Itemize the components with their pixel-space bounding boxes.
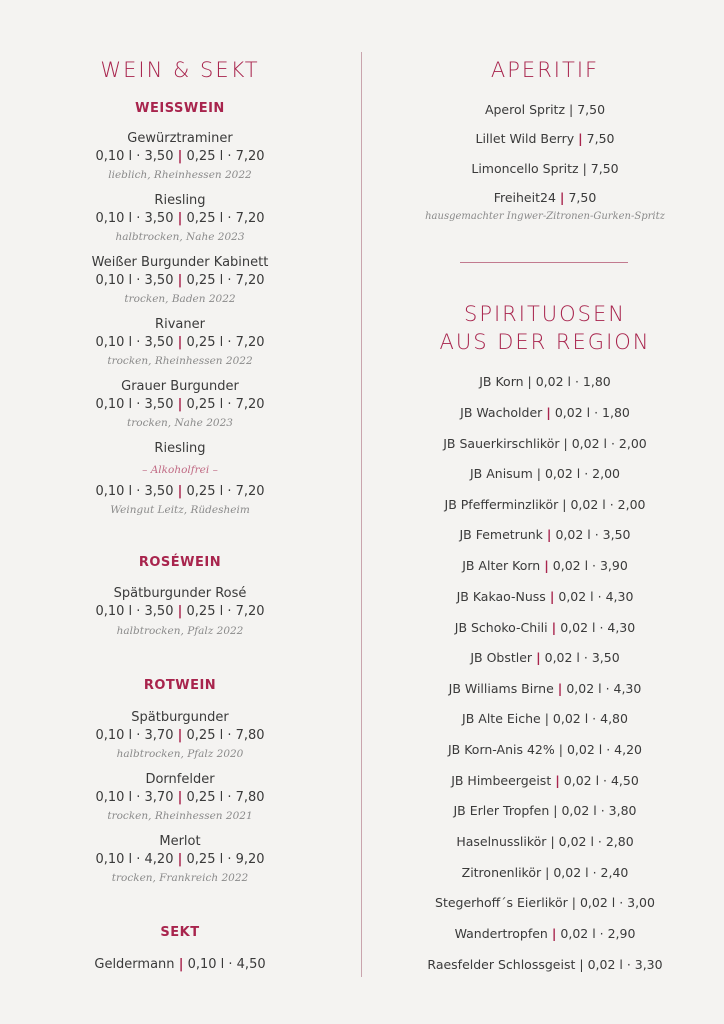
aperitif-title: APERITIF — [490, 58, 600, 82]
wine-note: trocken, Baden 2022 — [124, 293, 236, 305]
wine-price: 0,10 l · 3,50 | 0,25 l · 7,20 — [95, 211, 265, 226]
wine-note: trocken, Rheinhessen 2022 — [107, 355, 253, 367]
spirit-item: JB Schoko-Chili | 0,02 l · 4,30 — [454, 620, 636, 635]
wine-price: 0,10 l · 3,50 | 0,25 l · 7,20 — [95, 273, 265, 288]
wine-note: halbtrocken, Pfalz 2022 — [116, 625, 244, 637]
spirit-item: JB Erler Tropfen | 0,02 l · 3,80 — [453, 803, 637, 818]
wine-price: 0,10 l · 3,70 | 0,25 l · 7,80 — [95, 790, 265, 805]
wine-note: trocken, Frankreich 2022 — [111, 872, 249, 884]
sekt-heading: SEKT — [160, 925, 200, 940]
spirit-item: Zitronenlikör | 0,02 l · 2,40 — [461, 865, 629, 880]
aperitif-item: Lillet Wild Berry | 7,50 — [475, 131, 615, 146]
wine-note: trocken, Nahe 2023 — [127, 417, 233, 429]
wine-name: Rivaner — [155, 317, 205, 332]
wine-price: 0,10 l · 3,70 | 0,25 l · 7,80 — [95, 728, 265, 743]
rosewein-heading: ROSÉWEIN — [138, 555, 222, 570]
sekt-item: Geldermann | 0,10 l · 4,50 — [94, 957, 266, 972]
wine-price: 0,10 l · 3,50 | 0,25 l · 7,20 — [95, 335, 265, 350]
spirit-item: JB Kakao-Nuss | 0,02 l · 4,30 — [456, 589, 634, 604]
wine-name: Merlot — [159, 834, 201, 849]
spirit-item: Raesfelder Schlossgeist | 0,02 l · 3,30 — [427, 957, 663, 972]
spirit-item: Haselnusslikör | 0,02 l · 2,80 — [456, 834, 634, 849]
wine-name: Spätburgunder Rosé — [113, 586, 247, 601]
wine-name: Dornfelder — [145, 772, 215, 787]
wine-note: Weingut Leitz, Rüdesheim — [110, 504, 250, 516]
rotwein-heading: ROTWEIN — [143, 678, 217, 693]
wine-note: trocken, Rheinhessen 2021 — [107, 810, 253, 822]
spirit-item: JB Wacholder | 0,02 l · 1,80 — [460, 405, 630, 420]
wine-price: 0,10 l · 3,50 | 0,25 l · 7,20 — [95, 397, 265, 412]
spirits-title-line2: AUS DER REGION — [439, 330, 651, 354]
wine-note: halbtrocken, Pfalz 2020 — [116, 748, 244, 760]
wine-name: Riesling — [154, 441, 206, 456]
spirit-item: JB Himbeergeist | 0,02 l · 4,50 — [451, 773, 639, 788]
column-divider — [361, 52, 362, 977]
alkoholfrei-tag: – Alkoholfrei – — [142, 464, 218, 476]
spirit-item: JB Sauerkirschlikör | 0,02 l · 2,00 — [443, 436, 647, 451]
spirit-item: Wandertropfen | 0,02 l · 2,90 — [454, 926, 636, 941]
wine-price: 0,10 l · 3,50 | 0,25 l · 7,20 — [95, 604, 265, 619]
spirit-item: Stegerhoff´s Eierlikör | 0,02 l · 3,00 — [435, 895, 655, 910]
spirit-item: JB Korn-Anis 42% | 0,02 l · 4,20 — [448, 742, 642, 757]
wine-price: 0,10 l · 3,50 | 0,25 l · 7,20 — [95, 484, 265, 499]
spirits-title-line1: SPIRITUOSEN — [463, 302, 626, 326]
wine-name: Weißer Burgunder Kabinett — [91, 255, 269, 270]
aperitif-note: hausgemachter Ingwer-Zitronen-Gurken-Spritz — [425, 211, 665, 222]
section-divider — [460, 262, 628, 263]
wine-name: Riesling — [154, 193, 206, 208]
aperitif-item: Freiheit24 | 7,50 — [493, 190, 597, 205]
wine-name: Grauer Burgunder — [121, 379, 239, 394]
aperitif-item: Aperol Spritz | 7,50 — [484, 102, 606, 117]
wine-sekt-title: WEIN & SEKT — [100, 58, 260, 82]
wine-name: Gewürztraminer — [127, 131, 233, 146]
spirit-item: JB Williams Birne | 0,02 l · 4,30 — [448, 681, 642, 696]
wine-note: lieblich, Rheinhessen 2022 — [108, 169, 252, 181]
spirit-item: JB Anisum | 0,02 l · 2,00 — [469, 466, 620, 481]
wine-name: Spätburgunder — [131, 710, 229, 725]
wine-price: 0,10 l · 4,20 | 0,25 l · 9,20 — [95, 852, 265, 867]
wine-price: 0,10 l · 3,50 | 0,25 l · 7,20 — [95, 149, 265, 164]
weisswein-heading: WEISSWEIN — [135, 101, 225, 116]
aperitif-item: Limoncello Spritz | 7,50 — [471, 161, 619, 176]
spirit-item: JB Korn | 0,02 l · 1,80 — [479, 374, 611, 389]
spirit-item: JB Alte Eiche | 0,02 l · 4,80 — [462, 711, 628, 726]
spirit-item: JB Obstler | 0,02 l · 3,50 — [470, 650, 620, 665]
wine-note: halbtrocken, Nahe 2023 — [115, 231, 245, 243]
spirit-item: JB Alter Korn | 0,02 l · 3,90 — [462, 558, 628, 573]
spirit-item: JB Pfefferminzlikör | 0,02 l · 2,00 — [444, 497, 646, 512]
spirit-item: JB Femetrunk | 0,02 l · 3,50 — [459, 527, 631, 542]
